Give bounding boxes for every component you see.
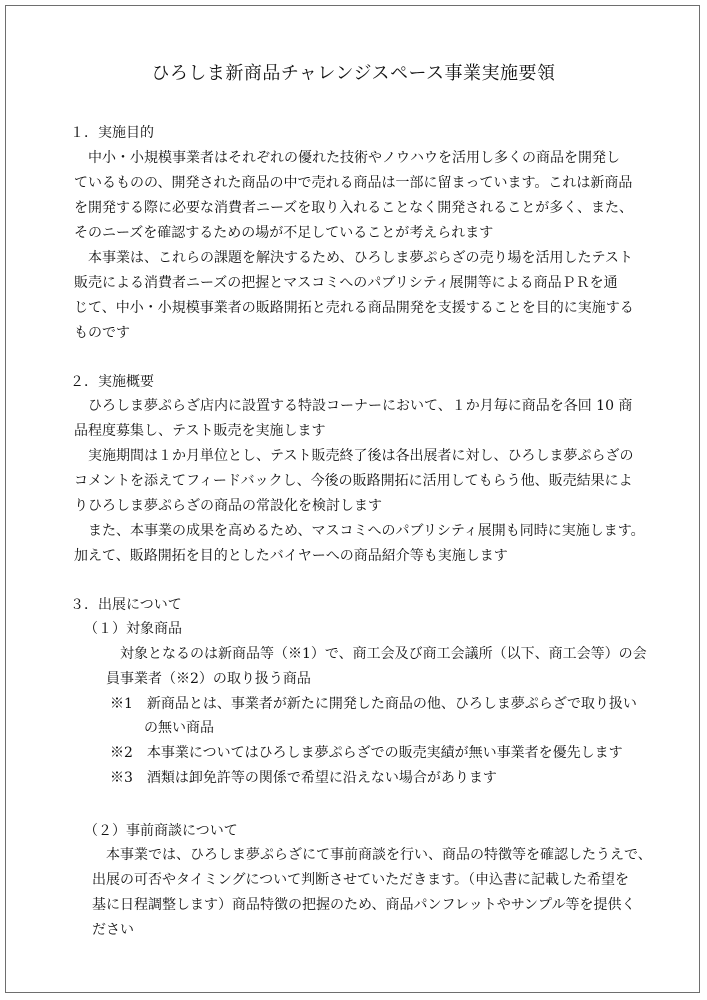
section-3-2-line-4: ださい <box>92 922 134 938</box>
section-2-line-4: コメントを添えてフィードバックし、今後の販路開拓に活用してもらう他、販売結果によ <box>74 473 633 489</box>
note-2: ※2 本事業についてはひろしま夢ぷらざでの販売実績が無い事業者を優先します <box>110 745 623 761</box>
section-3-2-line-2: 出展の可否やタイミングについて判断させていただきます。（申込書に記載した希望を <box>92 872 630 888</box>
section-3-2-heading: （２）事前商談について <box>84 823 238 839</box>
section-3-2-line-3: 基に日程調整します）商品特徴の把握のため、商品パンフレットやサンプル等を提供く <box>92 897 636 913</box>
section-2-line-3: 実施期間は１か月単位とし、テスト販売終了後は各出展者に対し、ひろしま夢ぷらざの <box>88 448 634 464</box>
section-2-line-7: 加えて、販路開拓を目的としたバイヤーへの商品紹介等も実施します <box>74 548 508 564</box>
section-3-1-line-1: 対象となるのは新商品等（※1）で、商工会及び商工会議所（以下、商工会等）の会 <box>120 646 647 662</box>
section-3-1-line-2: 員事業者（※2）の取り扱う商品 <box>106 671 311 687</box>
section-1-line-2: ているものの、開発された商品の中で売れる商品は一部に留まっています。これは新商品 <box>74 175 633 191</box>
section-1-line-1: 中小・小規模事業者はそれぞれの優れた技術やノウハウを活用し多くの商品を開発し <box>88 150 620 166</box>
section-1-line-7: じて、中小・小規模事業者の販路開拓と売れる商品開発を支援することを目的に実施する <box>74 300 634 316</box>
section-2-heading: ２．実施概要 <box>70 374 154 390</box>
section-2-line-1: ひろしま夢ぷらざ店内に設置する特設コーナーにおいて、１か月毎に商品を各回 10 商 <box>88 398 633 414</box>
section-2-line-6: また、本事業の成果を高めるため、マスコミへのパブリシティ展開も同時に実施します。 <box>88 523 645 539</box>
section-1-heading: １．実施目的 <box>70 125 154 141</box>
section-1-line-6: 販売による消費者ニーズの把握とマスコミへのパブリシティ展開等による商品ＰＲを通 <box>74 275 618 291</box>
section-3-2-line-1: 本事業では、ひろしま夢ぷらざにて事前商談を行い、商品の特徴等を確認したうえで、 <box>106 847 652 863</box>
note-1-line-1: ※1 新商品とは、事業者が新たに開発した商品の他、ひろしま夢ぷらざで取り扱い <box>110 696 637 712</box>
note-1-line-2: の無い商品 <box>144 720 214 736</box>
section-3-heading: ３．出展について <box>70 597 182 613</box>
section-1-line-3: を開発する際に必要な消費者ニーズを取り入れることなく開発されることが多く、また、 <box>74 200 634 216</box>
section-2-line-5: りひろしま夢ぷらざの商品の常設化を検討します <box>74 498 382 514</box>
section-2-line-2: 品程度募集し、テスト販売を実施します <box>74 423 326 439</box>
section-1-line-5: 本事業は、これらの課題を解決するため、ひろしま夢ぷらざの売り場を活用したテスト <box>88 250 633 266</box>
section-1-line-8: ものです <box>74 325 130 341</box>
page-title: ひろしま新商品チャレンジスペース事業実施要領 <box>151 63 556 84</box>
note-3: ※3 酒類は卸免許等の関係で希望に沿えない場合があります <box>110 770 497 786</box>
section-1-line-4: そのニーズを確認するための場が不足していることが考えられます <box>74 225 494 241</box>
section-3-1-heading: （１）対象商品 <box>84 621 182 637</box>
